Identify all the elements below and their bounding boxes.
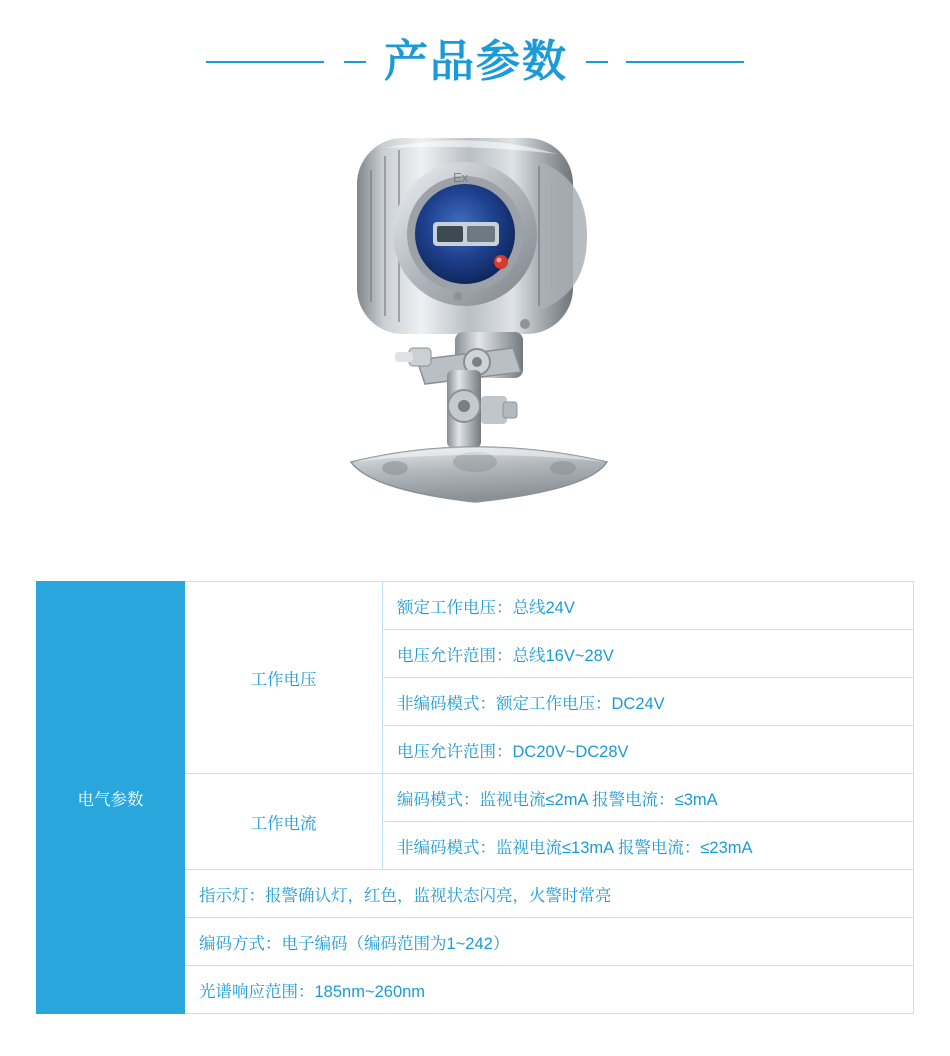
page-title: 产品参数 bbox=[384, 37, 568, 86]
value-cell: 额定工作电压：总线24V bbox=[383, 582, 914, 630]
value-cell: 非编码模式：监视电流≤13mA 报警电流：≤23mA bbox=[383, 822, 914, 870]
product-image-area bbox=[0, 100, 950, 550]
product-photo bbox=[325, 110, 625, 530]
header-rule-left bbox=[206, 61, 324, 63]
value-cell: 电压允许范围：总线16V~28V bbox=[383, 630, 914, 678]
page-header bbox=[0, 0, 950, 84]
value-cell: 编码模式：监视电流≤2mA 报警电流：≤3mA bbox=[383, 774, 914, 822]
spec-table bbox=[36, 581, 914, 1014]
header-rule-right bbox=[626, 61, 744, 63]
value-cell: 编码方式：电子编码（编码范围为1~242） bbox=[185, 918, 914, 966]
value-cell: 电压允许范围：DC20V~DC28V bbox=[383, 726, 914, 774]
svg-text:⊗: ⊗ bbox=[453, 289, 464, 303]
subcategory-voltage: 工作电压 bbox=[185, 582, 383, 774]
value-cell: 指示灯：报警确认灯，红色，监视状态闪亮，火警时常亮 bbox=[185, 870, 914, 918]
category-cell: 电气参数 bbox=[37, 582, 185, 1014]
header-dash-left bbox=[344, 61, 366, 63]
svg-text:Ex: Ex bbox=[453, 170, 469, 185]
value-cell: 非编码模式：额定工作电压：DC24V bbox=[383, 678, 914, 726]
subcategory-current: 工作电流 bbox=[185, 774, 383, 870]
value-cell: 光谱响应范围：185nm~260nm bbox=[185, 966, 914, 1014]
header-dash-right bbox=[586, 61, 608, 63]
table-row bbox=[37, 582, 914, 630]
